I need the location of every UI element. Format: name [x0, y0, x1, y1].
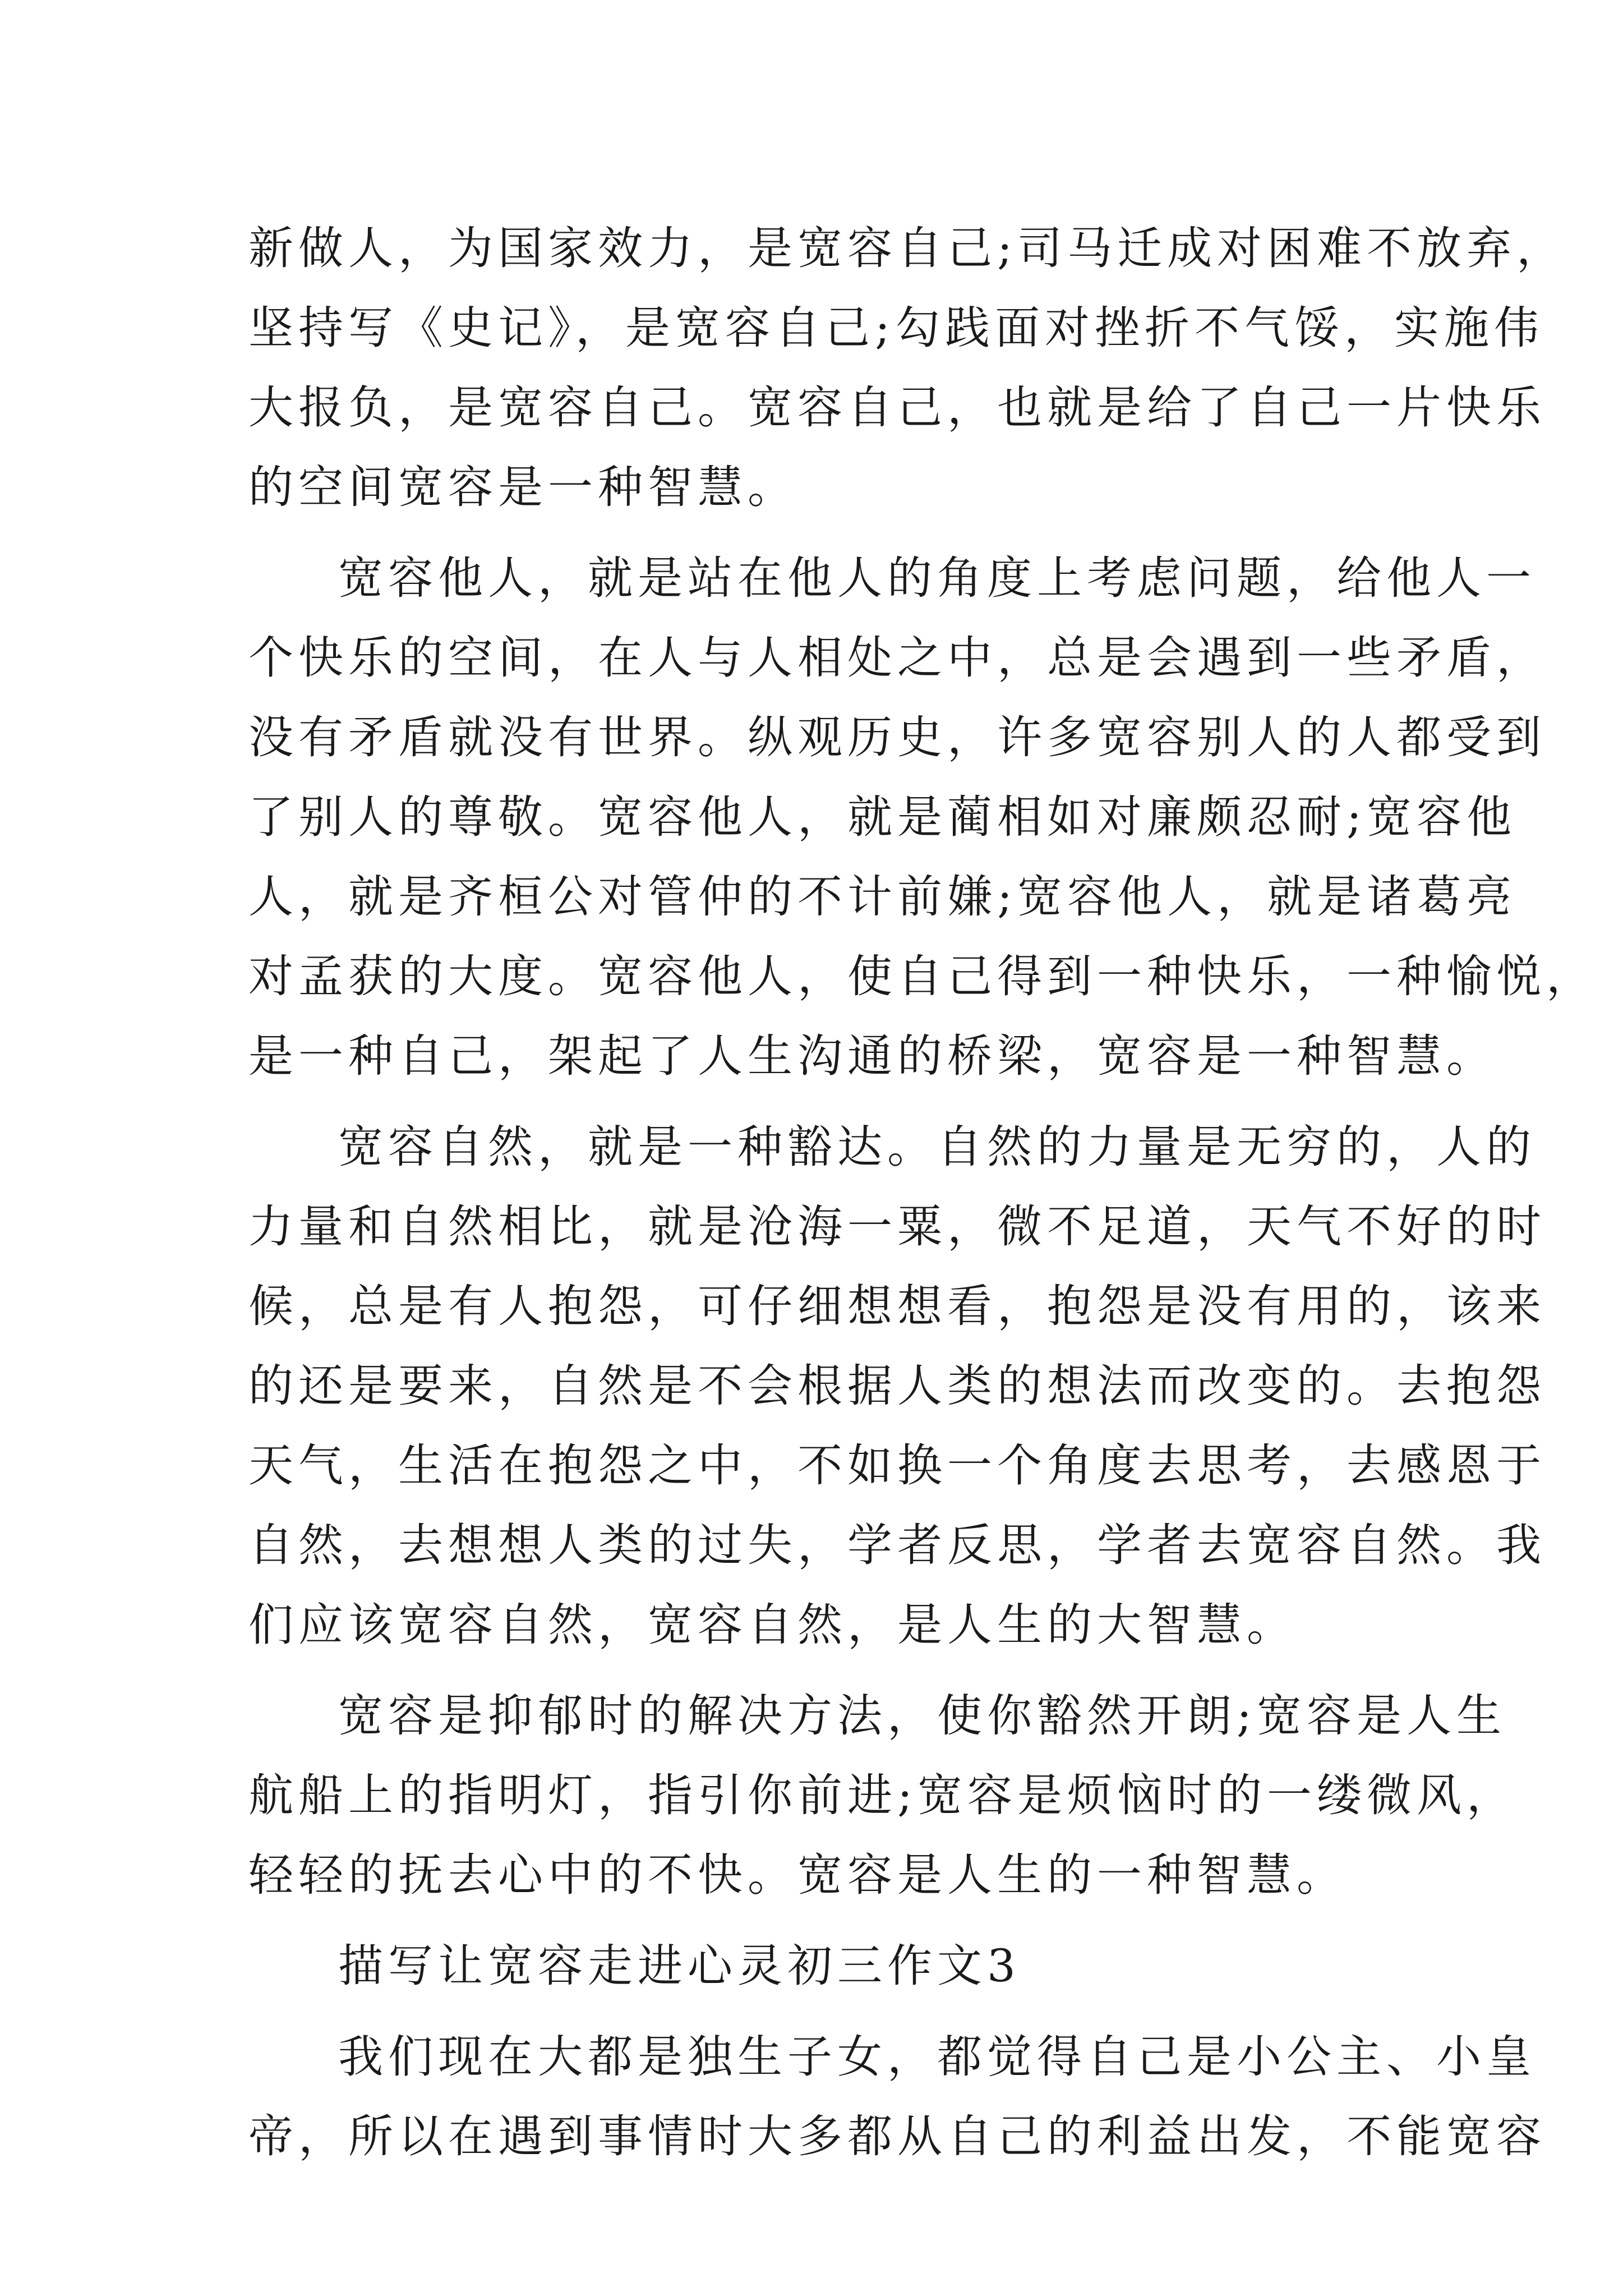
paragraph-1 [248, 209, 1566, 527]
paragraph-line: 宽容是抑郁时的解决方法，使你豁然开朗;宽容是人生 [338, 1690, 1506, 1742]
paragraph-line: 自然，去想想人类的过失，学者反思，学者去宽容自然。我 [248, 1519, 1546, 1571]
paragraph-line: 力量和自然相比，就是沧海一粟，微不足道，天气不好的时 [248, 1200, 1546, 1253]
paragraph-line: 们应该宽容自然，宽容自然，是人生的大智慧。 [248, 1599, 1297, 1651]
paragraph-line: 个快乐的空间，在人与人相处之中，总是会遇到一些矛盾， [248, 632, 1546, 684]
paragraph-line: 宽容自然，就是一种豁达。自然的力量是无穷的，人的 [338, 1121, 1536, 1173]
document-body [248, 209, 1596, 2177]
paragraph-line: 坚持写《史记》，是宽容自己;勾践面对挫折不气馁，实施伟 [248, 302, 1544, 354]
paragraph-line: 天气，生活在抱怨之中，不如换一个角度去思考，去感恩于 [248, 1439, 1546, 1492]
paragraph-line: 轻轻的抚去心中的不快。宽容是人生的一种智慧。 [248, 1849, 1347, 1901]
paragraph-line: 的空间宽容是一种智慧。 [248, 461, 797, 513]
paragraph-line: 我们现在大都是独生子女，都觉得自己是小公主、小皇 [338, 2031, 1536, 2083]
heading-text: 描写让宽容走进心灵初三作文3 [338, 1940, 1021, 1992]
paragraph-line: 新做人，为国家效力，是宽容自己;司马迁成对困难不放弃， [248, 222, 1566, 274]
paragraph-line: 帝，所以在遇到事情时大多都从自己的利益出发，不能宽容 [248, 2110, 1546, 2162]
paragraph-3 [248, 1107, 1546, 1665]
section-heading [248, 1926, 1376, 2006]
paragraph-line: 宽容他人，就是站在他人的角度上考虑问题，给他人一 [338, 552, 1536, 604]
paragraph-line: 人，就是齐桓公对管仲的不计前嫌;宽容他人，就是诸葛亮 [248, 871, 1516, 923]
paragraph-4 [248, 1676, 1516, 1915]
paragraph-2 [248, 539, 1596, 1096]
paragraph-line: 没有矛盾就没有世界。纵观历史，许多宽容别人的人都受到 [248, 711, 1546, 763]
paragraph-line: 对孟获的大度。宽容他人，使自己得到一种快乐，一种愉悦， [248, 950, 1596, 1002]
paragraph-5 [248, 2017, 1546, 2177]
paragraph-line: 是一种自己，架起了人生沟通的桥梁，宽容是一种智慧。 [248, 1030, 1496, 1082]
paragraph-line: 了别人的尊敬。宽容他人，就是蔺相如对廉颇忍耐;宽容他 [248, 791, 1516, 843]
paragraph-line: 航船上的指明灯，指引你前进;宽容是烦恼时的一缕微风， [248, 1769, 1516, 1821]
paragraph-line: 候，总是有人抱怨，可仔细想想看，抱怨是没有用的，该来 [248, 1280, 1546, 1332]
paragraph-line: 的还是要来，自然是不会根据人类的想法而改变的。去抱怨 [248, 1360, 1546, 1412]
paragraph-line: 大报负，是宽容自己。宽容自己，也就是给了自己一片快乐 [248, 381, 1546, 434]
